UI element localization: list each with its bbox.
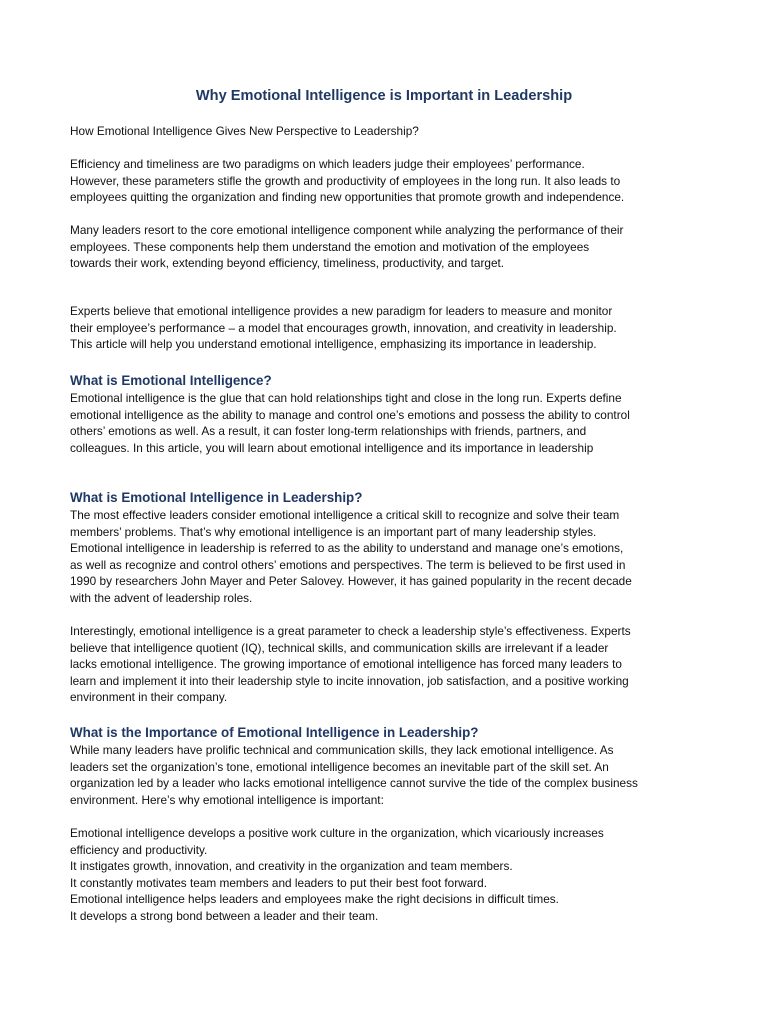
text-line: environment in their company. [70,690,228,704]
list-item: It instigates growth, innovation, and creativity in the organization and team members. [70,859,513,873]
text-line: Efficiency and timeliness are two paradigms on which leaders judge their employees’ performance. [70,157,585,171]
text-line: Emotional intelligence in leadership is referred to as the ability to understand and manage one’s emotions, [70,541,624,555]
text-line: members’ problems. That’s why emotional intelligence is an important part of many leadership styles. [70,524,597,539]
text-line: towards their work, extending beyond efficiency, timeliness, productivity, and target. [70,256,505,270]
text-line: others’ emotions as well. As a result, it can foster long-term relationships with friends, partners, and [70,424,587,438]
document-title: Why Emotional Intelligence is Important in Leadership [195,88,573,104]
text-line: lacks emotional intelligence. The growing importance of emotional intelligence has forced many leaders to [70,657,622,671]
text-line: This article will help you understand emotional intelligence, emphasizing its importance in leadership. [70,337,597,351]
text-line: While many leaders have prolific technical and communication skills, they lack emotional intelligence. As [70,743,614,757]
list-item: Emotional intelligence helps leaders and employees make the right decisions in difficult times. [70,892,559,906]
section-heading: What is Emotional Intelligence? [70,373,272,388]
list-item: Emotional intelligence develops a positive work culture in the organization, which vicariously increases [70,826,604,840]
text-line: learn and implement it into their leadership style to incite innovation, job satisfaction, and a positive working [70,673,629,688]
section-ei-in-leadership [70,489,710,606]
text-line: Many leaders resort to the core emotional intelligence component while analyzing the performance of their [70,223,624,237]
subtitle-text: How Emotional Intelligence Gives New Perspective to Leadership? [70,124,419,138]
intro-paragraph-1 [70,156,710,206]
section-importance-of-ei [70,724,710,808]
text-line: with the advent of leadership roles. [70,590,253,605]
text-line: as well as recognize and control others’ emotions and perspectives. The term is believed to be first used in [70,557,626,572]
section-heading: What is Emotional Intelligence in Leadership? [70,490,363,505]
text-line: Interestingly, emotional intelligence is a great parameter to check a leadership style’s effectiveness. Experts [70,624,631,638]
text-line: leaders set the organization’s tone, emotional intelligence becomes an inevitable part of the skill set. An [70,759,609,774]
text-line: Experts believe that emotional intelligence provides a new paradigm for leaders to measure and monitor [70,304,613,318]
text-line: believe that intelligence quotient (IQ), technical skills, and communication skills are irrelevant if a leader [70,640,609,655]
text-line: environment. Here’s why emotional intelligence is important: [70,792,384,807]
section-heading: What is the Importance of Emotional Intelligence in Leadership? [70,725,479,740]
list-item: efficiency and productivity. [70,842,208,857]
list-item: It develops a strong bond between a leader and their team. [70,908,379,923]
text-line: colleagues. In this article, you will learn about emotional intelligence and its importance in leadership [70,440,594,455]
intro-paragraph-2 [70,222,710,272]
section-what-is-ei [70,372,710,456]
text-line: employees. These components help them understand the emotion and motivation of the employees [70,239,590,254]
text-line: organization led by a leader who lacks emotional intelligence cannot survive the tide of the complex business [70,776,638,790]
text-line: employees quitting the organization and finding new opportunities that promote growth and independence. [70,190,625,204]
text-line: 1990 by researchers John Mayer and Peter Salovey. However, it has gained popularity in the recent decade [70,574,632,588]
importance-points-list [70,825,710,924]
text-line: their employee’s performance – a model that encourages growth, innovation, and creativity in leadership. [70,320,617,335]
document-subtitle [70,123,710,140]
text-line: The most effective leaders consider emotional intelligence a critical skill to recognize and solve their team [70,508,620,522]
intro-paragraph-3 [70,303,710,353]
text-line: emotional intelligence as the ability to manage and control one’s emotions and possess the ability to control [70,407,630,422]
section-ei-in-leadership-paragraph-2 [70,623,710,706]
list-item: It constantly motivates team members and leaders to put their best foot forward. [70,875,488,890]
text-line: Emotional intelligence is the glue that can hold relationships tight and close in the long run. Experts define [70,391,622,405]
text-line: However, these parameters stifle the growth and productivity of employees in the long run. It also leads to [70,173,621,188]
